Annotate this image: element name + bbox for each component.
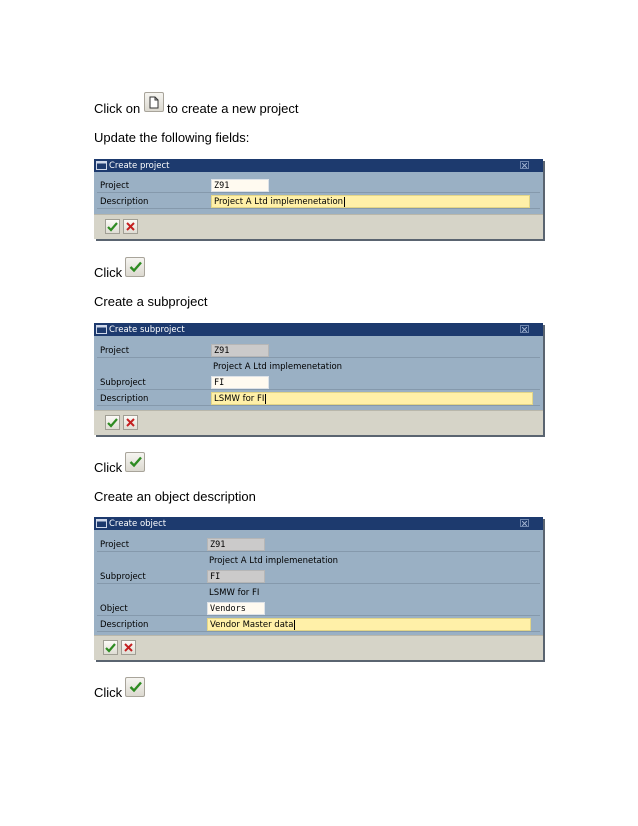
update-fields-instruction: Update the following fields: bbox=[94, 130, 250, 145]
subproject-label: Subproject bbox=[100, 572, 146, 582]
project-description-text: Project A Ltd implemenetation bbox=[209, 556, 339, 566]
description-label: Description bbox=[100, 197, 149, 207]
dialog-title: Create object bbox=[109, 518, 167, 529]
dialog-titlebar bbox=[94, 517, 543, 530]
confirm-button[interactable] bbox=[105, 415, 120, 430]
subproject-heading: Create a subproject bbox=[94, 294, 208, 309]
confirm-button[interactable] bbox=[105, 219, 120, 234]
step3-confirm-button[interactable] bbox=[125, 677, 145, 697]
check-icon bbox=[129, 261, 142, 273]
check-icon bbox=[105, 643, 116, 653]
create-project-dialog bbox=[94, 159, 543, 239]
project-label: Project bbox=[100, 346, 130, 356]
create-subproject-dialog bbox=[94, 323, 543, 435]
close-button[interactable] bbox=[520, 325, 529, 333]
object-label: Object bbox=[100, 604, 128, 614]
step2-confirm-button[interactable] bbox=[125, 452, 145, 472]
description-input[interactable]: Project A Ltd implemenetation bbox=[211, 195, 530, 208]
intro-create-project-text: to create a new project bbox=[167, 101, 299, 116]
object-input[interactable]: Vendors bbox=[207, 602, 265, 615]
description-input[interactable]: Vendor Master data bbox=[207, 618, 531, 631]
dialog-titlebar bbox=[94, 323, 543, 336]
description-input[interactable]: LSMW for FI bbox=[211, 392, 533, 405]
close-icon bbox=[522, 521, 527, 526]
close-button[interactable] bbox=[520, 519, 529, 527]
project-label: Project bbox=[100, 181, 130, 191]
project-value: Z91 bbox=[207, 538, 265, 551]
close-button[interactable] bbox=[520, 161, 529, 169]
dialog-titlebar bbox=[94, 159, 543, 172]
dialog-title: Create project bbox=[109, 160, 170, 171]
project-description-text: Project A Ltd implemenetation bbox=[213, 362, 343, 372]
window-icon bbox=[96, 161, 107, 170]
intro-click-on: Click on bbox=[94, 101, 141, 116]
check-icon bbox=[107, 222, 118, 232]
cancel-x-icon bbox=[124, 643, 133, 652]
step2-click: Click bbox=[94, 460, 123, 475]
cancel-button[interactable] bbox=[121, 640, 136, 655]
subproject-input[interactable]: FI bbox=[211, 376, 269, 389]
check-icon bbox=[129, 456, 142, 468]
project-value: Z91 bbox=[211, 344, 269, 357]
cancel-x-icon bbox=[126, 418, 135, 427]
description-label: Description bbox=[100, 620, 149, 630]
subproject-label: Subproject bbox=[100, 378, 146, 388]
object-heading: Create an object description bbox=[94, 489, 256, 504]
project-label: Project bbox=[100, 540, 130, 550]
check-icon bbox=[107, 418, 118, 428]
close-icon bbox=[522, 163, 527, 168]
subproject-value: FI bbox=[207, 570, 265, 583]
dialog-title: Create subproject bbox=[109, 324, 185, 335]
dialog-footer bbox=[94, 214, 543, 239]
cancel-button[interactable] bbox=[123, 219, 138, 234]
step3-click: Click bbox=[94, 685, 123, 700]
dialog-footer bbox=[94, 410, 543, 435]
close-icon bbox=[522, 327, 527, 332]
project-input[interactable]: Z91 bbox=[211, 179, 269, 192]
step1-click: Click bbox=[94, 265, 123, 280]
confirm-button[interactable] bbox=[103, 640, 118, 655]
window-icon bbox=[96, 325, 107, 334]
window-icon bbox=[96, 519, 107, 528]
dialog-footer bbox=[94, 635, 543, 660]
create-object-dialog bbox=[94, 517, 543, 660]
description-label: Description bbox=[100, 394, 149, 404]
step1-confirm-button[interactable] bbox=[125, 257, 145, 277]
subproject-description-text: LSMW for FI bbox=[209, 588, 260, 598]
check-icon bbox=[129, 681, 142, 693]
new-document-icon bbox=[148, 96, 160, 109]
cancel-x-icon bbox=[126, 222, 135, 231]
create-project-button[interactable] bbox=[144, 92, 164, 112]
cancel-button[interactable] bbox=[123, 415, 138, 430]
